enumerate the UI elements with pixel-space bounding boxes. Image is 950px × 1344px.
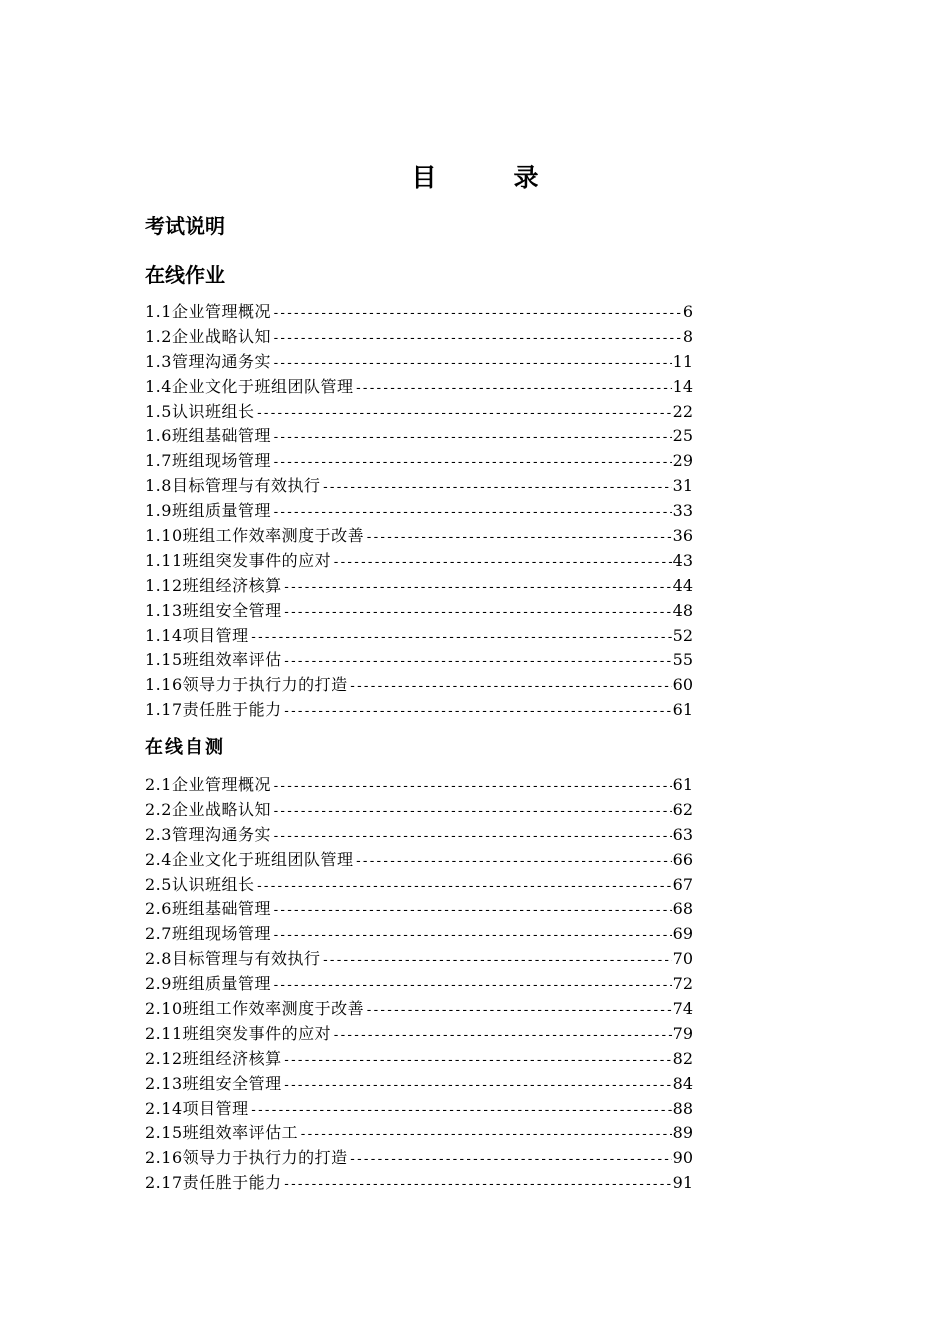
toc-entry-page-number: 14 [672, 376, 693, 396]
toc-entry-page-number: 44 [672, 575, 693, 595]
toc-dash-leader [354, 850, 671, 873]
toc-entry-page-number: 29 [672, 451, 693, 471]
toc-dash-leader [332, 551, 672, 574]
toc-entry-page-number: 52 [672, 625, 693, 645]
toc-entry-label: 1.14项目管理 [145, 625, 249, 645]
toc-entry-label: 2.2企业战略认知 [145, 799, 271, 819]
toc-entry-label: 1.3管理沟通务实 [145, 351, 271, 371]
toc-dash-leader [250, 626, 672, 649]
toc-entry-page-number: 55 [672, 650, 693, 670]
toc-entry[interactable] [145, 972, 693, 997]
toc-entry[interactable] [145, 325, 693, 350]
toc-dash-leader [250, 1099, 672, 1122]
toc-entry-label: 1.10班组工作效率测度于改善 [145, 526, 365, 546]
toc-dash-leader [272, 327, 682, 350]
toc-entry-label: 1.4企业文化于班组团队管理 [145, 376, 354, 396]
toc-entry[interactable] [145, 698, 693, 723]
toc-entry-label: 1.16领导力于执行力的打造 [145, 675, 348, 695]
toc-entry-page-number: 48 [672, 600, 693, 620]
toc-entry-page-number: 11 [672, 351, 693, 371]
toc-dash-leader [349, 675, 672, 698]
toc-dash-leader [299, 1123, 672, 1146]
toc-entry-label: 1.12班组经济核算 [145, 575, 282, 595]
toc-dash-leader [321, 949, 671, 972]
toc-entry-page-number: 6 [682, 302, 693, 321]
toc-entry-page-number: 82 [672, 1048, 693, 1068]
toc-dash-leader [283, 1173, 672, 1196]
toc-entry-label: 2.15班组效率评估工 [145, 1123, 299, 1143]
toc-entry-page-number: 8 [682, 326, 693, 346]
toc-entry[interactable] [145, 474, 693, 499]
toc-dash-leader [272, 924, 672, 947]
toc-entry[interactable] [145, 873, 693, 898]
toc-entry-label: 1.1企业管理概况 [145, 302, 271, 321]
toc-entry[interactable] [145, 599, 693, 624]
toc-dash-leader [365, 999, 672, 1022]
toc-dash-leader [272, 800, 672, 823]
toc-entry[interactable] [145, 773, 693, 798]
toc-entry[interactable] [145, 798, 693, 823]
toc-entry[interactable] [145, 1072, 693, 1097]
toc-entry[interactable] [145, 574, 693, 599]
toc-entry-label: 2.16领导力于执行力的打造 [145, 1148, 348, 1168]
toc-dash-leader [272, 451, 672, 474]
toc-entry[interactable] [145, 424, 693, 449]
toc-entry[interactable] [145, 524, 693, 549]
toc-entry-label: 2.17责任胜于能力 [145, 1173, 282, 1193]
toc-dash-leader [255, 875, 671, 898]
toc-entry[interactable] [145, 922, 693, 947]
toc-entry-label: 2.1企业管理概况 [145, 775, 271, 794]
toc-entry-label: 2.14项目管理 [145, 1098, 249, 1118]
toc-entry-label: 2.10班组工作效率测度于改善 [145, 999, 365, 1019]
toc-entry-label: 1.15班组效率评估 [145, 650, 282, 670]
toc-entry-label: 2.3管理沟通务实 [145, 824, 271, 844]
toc-entry-page-number: 22 [672, 401, 693, 421]
toc-entry-page-number: 72 [672, 974, 693, 994]
toc-dash-leader [283, 1074, 672, 1097]
toc-entry-page-number: 63 [672, 824, 693, 844]
toc-entry-page-number: 67 [672, 874, 693, 894]
toc-entry-label: 2.8目标管理与有效执行 [145, 949, 321, 969]
toc-entry[interactable] [145, 648, 693, 673]
toc-entry-label: 2.5认识班组长 [145, 874, 255, 894]
toc-entry-label: 2.11班组突发事件的应对 [145, 1023, 332, 1043]
toc-entry-page-number: 60 [672, 675, 693, 695]
toc-entry[interactable] [145, 1171, 693, 1196]
toc-entry-label: 1.8目标管理与有效执行 [145, 476, 321, 496]
toc-dash-leader [283, 1049, 672, 1072]
toc-entry-page-number: 31 [672, 476, 693, 496]
toc-entry-label: 1.6班组基础管理 [145, 426, 271, 446]
toc-dash-leader [365, 526, 672, 549]
toc-entry-page-number: 62 [672, 799, 693, 819]
toc-dash-leader [354, 377, 671, 400]
toc-entry[interactable] [145, 449, 693, 474]
online-homework-toc-list [145, 300, 693, 723]
toc-entry-page-number: 74 [672, 999, 693, 1019]
toc-entry[interactable] [145, 1121, 693, 1146]
section-heading-online-homework[interactable]: 在线作业 [145, 263, 225, 287]
toc-entry-page-number: 89 [672, 1123, 693, 1143]
toc-entry-page-number: 84 [672, 1073, 693, 1093]
toc-dash-leader [349, 1148, 672, 1171]
toc-entry[interactable] [145, 1097, 693, 1122]
toc-entry[interactable] [145, 499, 693, 524]
toc-entry-label: 2.9班组质量管理 [145, 974, 271, 994]
toc-entry-page-number: 33 [672, 501, 693, 521]
toc-entry-label: 2.7班组现场管理 [145, 924, 271, 944]
toc-entry-page-number: 70 [672, 949, 693, 969]
toc-entry-page-number: 68 [672, 899, 693, 919]
toc-entry-label: 1.9班组质量管理 [145, 501, 271, 521]
toc-entry[interactable] [145, 848, 693, 873]
toc-dash-leader [255, 402, 671, 425]
toc-entry[interactable] [145, 823, 693, 848]
toc-dash-leader [283, 650, 672, 673]
toc-dash-leader [283, 700, 672, 723]
toc-entry[interactable] [145, 350, 693, 375]
toc-entry[interactable] [145, 947, 693, 972]
toc-entry-page-number: 61 [672, 775, 693, 794]
toc-entry-page-number: 36 [672, 526, 693, 546]
toc-dash-leader [272, 352, 672, 375]
section-heading-exam-notes[interactable]: 考试说明 [145, 214, 225, 238]
toc-dash-leader [321, 476, 671, 499]
section-heading-online-selftest[interactable]: 在线自测 [145, 737, 225, 758]
toc-dash-leader [283, 601, 672, 624]
toc-entry[interactable] [145, 624, 693, 649]
toc-entry-label: 2.12班组经济核算 [145, 1048, 282, 1068]
toc-dash-leader [332, 1024, 672, 1047]
toc-entry[interactable] [145, 1022, 693, 1047]
toc-entry-label: 2.6班组基础管理 [145, 899, 271, 919]
toc-entry-label: 2.4企业文化于班组团队管理 [145, 849, 354, 869]
online-selftest-toc-list [145, 773, 693, 1196]
toc-title: 目 录 [411, 163, 565, 192]
toc-dash-leader [272, 426, 672, 449]
toc-entry-page-number: 61 [672, 700, 693, 720]
toc-entry-page-number: 25 [672, 426, 693, 446]
toc-entry-label: 1.7班组现场管理 [145, 451, 271, 471]
toc-entry-page-number: 79 [672, 1023, 693, 1043]
toc-entry-page-number: 90 [672, 1148, 693, 1168]
toc-entry-label: 2.13班组安全管理 [145, 1073, 282, 1093]
toc-entry-label: 1.2企业战略认知 [145, 326, 271, 346]
toc-entry-label: 1.5认识班组长 [145, 401, 255, 421]
toc-dash-leader [283, 576, 672, 599]
toc-entry[interactable] [145, 400, 693, 425]
toc-entry[interactable] [145, 375, 693, 400]
toc-entry[interactable] [145, 549, 693, 574]
toc-entry[interactable] [145, 997, 693, 1022]
toc-entry-label: 1.17责任胜于能力 [145, 700, 282, 720]
toc-dash-leader [272, 825, 672, 848]
toc-entry[interactable] [145, 1047, 693, 1072]
toc-entry[interactable] [145, 1146, 693, 1171]
toc-entry-label: 1.11班组突发事件的应对 [145, 550, 332, 570]
toc-entry[interactable] [145, 897, 693, 922]
toc-entry-page-number: 66 [672, 849, 693, 869]
toc-entry-page-number: 69 [672, 924, 693, 944]
toc-entry-label: 1.13班组安全管理 [145, 600, 282, 620]
toc-dash-leader [272, 775, 672, 798]
toc-entry-page-number: 43 [672, 550, 693, 570]
toc-dash-leader [272, 302, 682, 325]
toc-dash-leader [272, 899, 672, 922]
toc-entry[interactable] [145, 300, 693, 325]
toc-entry-page-number: 91 [672, 1173, 693, 1193]
toc-dash-leader [272, 974, 672, 997]
toc-dash-leader [272, 501, 672, 524]
toc-entry[interactable] [145, 673, 693, 698]
toc-entry-page-number: 88 [672, 1098, 693, 1118]
